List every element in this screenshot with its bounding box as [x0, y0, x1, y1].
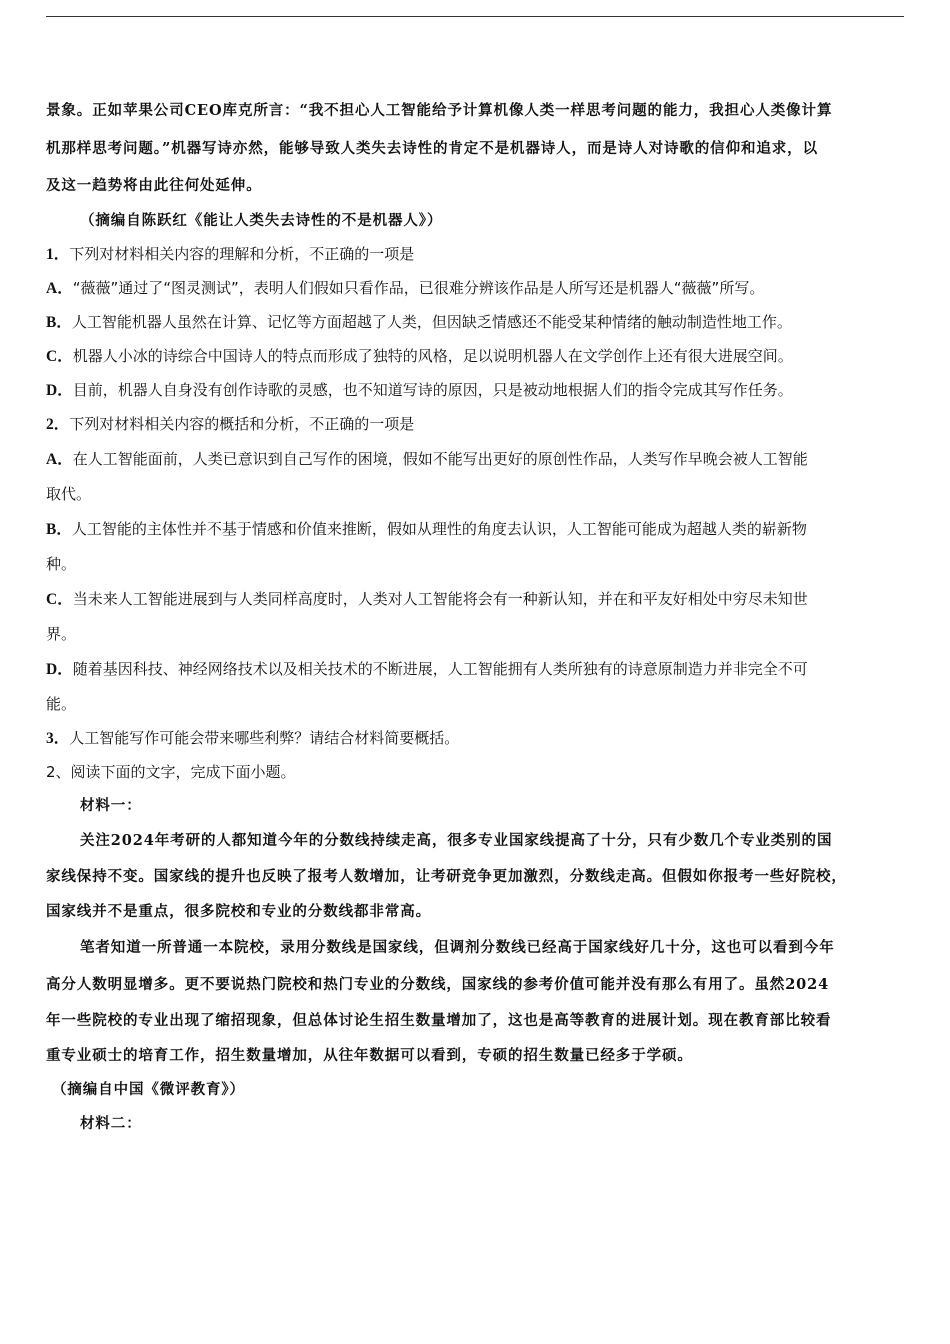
- option-label: A．: [46, 280, 73, 297]
- document-body: [46, 92, 906, 1141]
- text-line: 笔者知道一所普通一本院校，录用分数线是国家线，但调剂分数线已经高于国家线好几十分，这也可以看到今年: [80, 939, 835, 956]
- material-a-paragraph-1: [46, 823, 906, 929]
- text-line: 景象。正如苹果公司CEO库克所言：“我不担心人工智能给予计算机像人类一样思考问题的能力，我担心人类像计算: [46, 102, 833, 119]
- question-stem: [46, 237, 906, 271]
- text-line: 年一些院校的专业出现了缩招现象，但总体讨论生招生数量增加了，这也是高等教育的进展计划。现在教育部比较看: [46, 1012, 832, 1029]
- option-label: B．: [46, 521, 72, 538]
- text-line: 重专业硕士的培育工作，招生数量增加，从往年数据可以看到，专硕的招生数量已经多于学硕。: [46, 1047, 693, 1064]
- option-text: 目前，机器人自身没有创作诗歌的灵感，也不知道写诗的原因，只是被动地根据人们的指令完成其写作任务。: [72, 381, 793, 399]
- option-c: [46, 581, 906, 617]
- question-2: [46, 407, 906, 721]
- option-label: D．: [46, 661, 73, 678]
- option-text: 在人工智能面前，人类已意识到自己写作的困境，假如不能写出更好的原创性作品，人类写作早晚会被人工智能: [72, 450, 808, 468]
- option-text: 机器人小冰的诗综合中国诗人的特点而形成了独特的风格，足以说明机器人在文学创作上还有很大进展空间。: [72, 347, 793, 365]
- header-rule: [46, 16, 904, 17]
- option-continuation: 界。: [46, 625, 77, 643]
- material-a-title: 材料一：: [80, 797, 142, 814]
- option-b: [46, 511, 906, 547]
- option-continuation: 能。: [46, 695, 77, 713]
- text-line: 机那样思考问题。”机器写诗亦然，能够导致人类失去诗性的肯定不是机器诗人，而是诗人对诗歌的信仰和追求，以: [46, 140, 818, 157]
- option-a: [46, 271, 906, 305]
- section-heading: 2、阅读下面的文字，完成下面小题。: [46, 763, 296, 781]
- text-line: 家线保持不变。国家线的提升也反映了报考人数增加，让考研竞争更加激烈，分数线走高。但假如你报考一些好院校，: [46, 868, 847, 885]
- option-label: C．: [46, 348, 73, 365]
- option-label: D．: [46, 382, 73, 399]
- option-d: [46, 373, 906, 407]
- option-label: B．: [46, 314, 72, 331]
- text-line: 国家线并不是重点，很多院校和专业的分数线都非常高。: [46, 903, 431, 920]
- material-1-tail: [46, 92, 906, 204]
- question-number: 2．: [46, 416, 70, 433]
- option-d: [46, 651, 906, 687]
- option-a: [46, 441, 906, 477]
- option-text: 随着基因科技、神经网络技术以及相关技术的不断进展，人工智能拥有人类所独有的诗意原制造力并非完全不可: [72, 660, 808, 678]
- question-text: 下列对材料相关内容的概括和分析，不正确的一项是: [69, 415, 415, 433]
- question-number: 1．: [46, 246, 70, 263]
- question-text: 人工智能写作可能会带来哪些利弊？请结合材料简要概括。: [69, 729, 460, 747]
- option-text: 人工智能机器人虽然在计算、记忆等方面超越了人类，但因缺乏情感还不能受某种情绪的触动制造性地工作。: [71, 313, 792, 331]
- option-label: A．: [46, 451, 73, 468]
- option-text: 人工智能的主体性并不基于情感和价值来推断，假如从理性的角度去认识，人工智能可能成为超越人类的崭新物: [71, 520, 807, 538]
- text-line: 关注2024年考研的人都知道今年的分数线持续走高，很多专业国家线提高了十分，只有少数几个专业类别的国: [80, 832, 833, 849]
- source-citation: （摘编自中国《微评教育》）: [52, 1081, 245, 1098]
- material-b-title: 材料二：: [80, 1115, 142, 1132]
- question-number: 3．: [46, 730, 70, 747]
- option-b: [46, 305, 906, 339]
- question-text: 下列对材料相关内容的理解和分析，不正确的一项是: [69, 245, 415, 263]
- source-citation: （摘编自陈跃红《能让人类失去诗性的不是机器人》）: [80, 212, 443, 229]
- question-3: [46, 721, 906, 755]
- option-continuation: 种。: [46, 555, 77, 573]
- text-line: 高分人数明显增多。更不要说热门院校和热门专业的分数线，国家线的参考价值可能并没有那么有用了。虽然2024: [46, 976, 830, 993]
- option-text: 当未来人工智能进展到与人类同样高度时，人类对人工智能将会有一种新认知，并在和平友好相处中穷尽未知世: [72, 590, 808, 608]
- option-label: C．: [46, 591, 73, 608]
- material-a-paragraph-2: [46, 929, 906, 1073]
- option-c: [46, 339, 906, 373]
- question-1: [46, 237, 906, 407]
- question-stem: [46, 407, 906, 441]
- option-continuation: 取代。: [46, 485, 92, 503]
- option-text: “薇薇”通过了“图灵测试”，表明人们假如只看作品，已很难分辨该作品是人所写还是机器人“薇薇”所写。: [72, 279, 765, 297]
- text-line: 及这一趋势将由此往何处延伸。: [46, 177, 262, 194]
